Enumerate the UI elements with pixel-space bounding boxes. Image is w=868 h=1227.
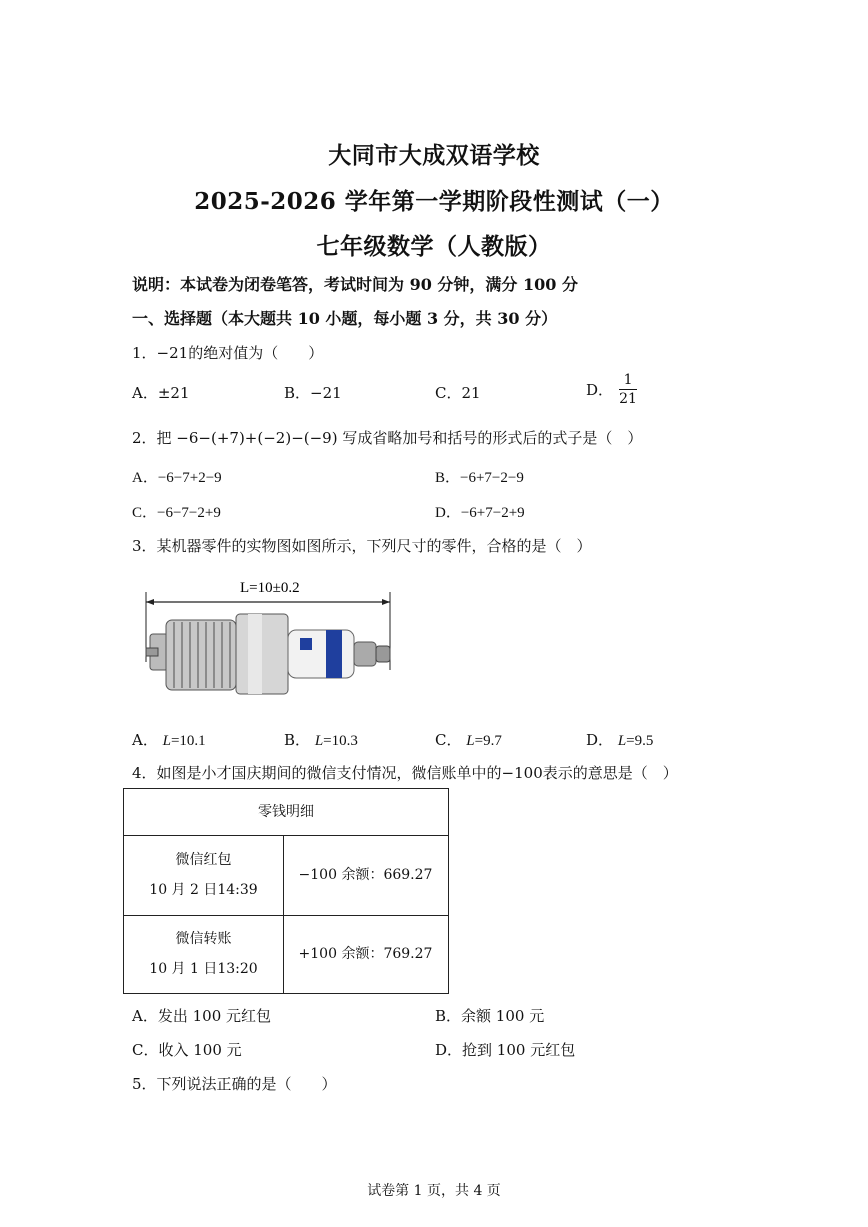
instructions: 说明：本试卷为闭卷笔答，考试时间为 90 分钟，满分 100 分 [132, 275, 578, 294]
q4-option-d: D．抢到 100 元红包 [435, 1041, 576, 1059]
q3-option-a-variable: L [162, 733, 171, 749]
fraction-numerator: 1 [623, 372, 633, 388]
question-3-stem: 3．某机器零件的实物图如图所示，下列尺寸的零件，合格的是（ ） [132, 537, 592, 555]
wechat-bill-table [123, 788, 449, 994]
question-5-stem: 5．下列说法正确的是（ ） [132, 1075, 337, 1093]
q3-option-d-value: =9.5 [626, 733, 654, 749]
dimension-label: L=10±0.2 [240, 580, 300, 596]
spark-plug-figure [140, 572, 400, 702]
question-2-stem: 2．把 −6−(+7)+(−2)−(−9) 写成省略加号和括号的形式后的式子是（ ） [132, 429, 643, 447]
q3-option-c [435, 729, 502, 750]
page-footer: 试卷第 1 页，共 4 页 [367, 1183, 501, 1199]
q3-option-d [586, 729, 653, 750]
section-heading: 一、选择题（本大题共 10 小题，每小题 3 分，共 30 分） [132, 309, 558, 328]
table-row-2-left [124, 915, 283, 993]
q1-option-d-label: D． [586, 381, 614, 399]
row1-time: 10 月 2 日14:39 [149, 882, 258, 898]
table-title: 零钱明细 [258, 804, 314, 820]
fraction [619, 372, 637, 407]
q2-option-d: D．−6+7−2+9 [435, 505, 525, 521]
q3-option-c-label: C． [435, 731, 462, 749]
question-4-stem: 4．如图是小才国庆期间的微信支付情况，微信账单中的−100表示的意思是（ ） [132, 764, 678, 782]
q4-option-c: C．收入 100 元 [132, 1041, 242, 1059]
q1-option-c: C．21 [435, 384, 481, 402]
q3-option-a [132, 729, 206, 750]
q2-option-a: A．−6−7+2−9 [132, 470, 222, 486]
q1-option-b: B．−21 [284, 384, 342, 402]
q2-option-b: B．−6+7−2−9 [435, 470, 524, 486]
q3-option-d-variable: L [617, 733, 627, 749]
q3-option-b [284, 729, 358, 750]
q3-option-c-variable: L [466, 733, 475, 749]
q3-option-b-variable: L [314, 733, 324, 749]
school-title: 大同市大成双语学校 [328, 142, 540, 169]
subject-title: 七年级数学（人教版） [316, 233, 552, 260]
q3-option-b-label: B． [284, 731, 311, 749]
q1-option-a: A．±21 [132, 384, 190, 402]
q4-option-a: A．发出 100 元红包 [132, 1007, 271, 1025]
q1-option-d [586, 372, 637, 407]
q3-option-d-label: D． [586, 731, 614, 749]
fraction-bar [619, 389, 637, 390]
q3-option-a-label: A． [132, 731, 158, 749]
table-row-1-left [124, 835, 283, 915]
row2-time: 10 月 1 日13:20 [149, 961, 258, 977]
row2-name: 微信转账 [175, 931, 232, 947]
exam-title: 2025-2026 学年第一学期阶段性测试（一） [194, 188, 674, 215]
q2-option-c: C．−6−7−2+9 [132, 505, 221, 521]
row1-amount: −100 余额：669.27 [298, 867, 433, 883]
q3-option-b-value: =10.3 [323, 733, 358, 749]
q3-option-c-value: =9.7 [474, 733, 502, 749]
q4-option-b: B．余额 100 元 [435, 1007, 545, 1025]
row2-amount: +100 余额：769.27 [298, 946, 433, 962]
question-1-stem: 1．−21的绝对值为（ ） [132, 344, 324, 362]
fraction-denominator: 21 [619, 391, 637, 407]
row1-name: 微信红包 [175, 852, 232, 868]
q3-option-a-value: =10.1 [170, 733, 206, 749]
